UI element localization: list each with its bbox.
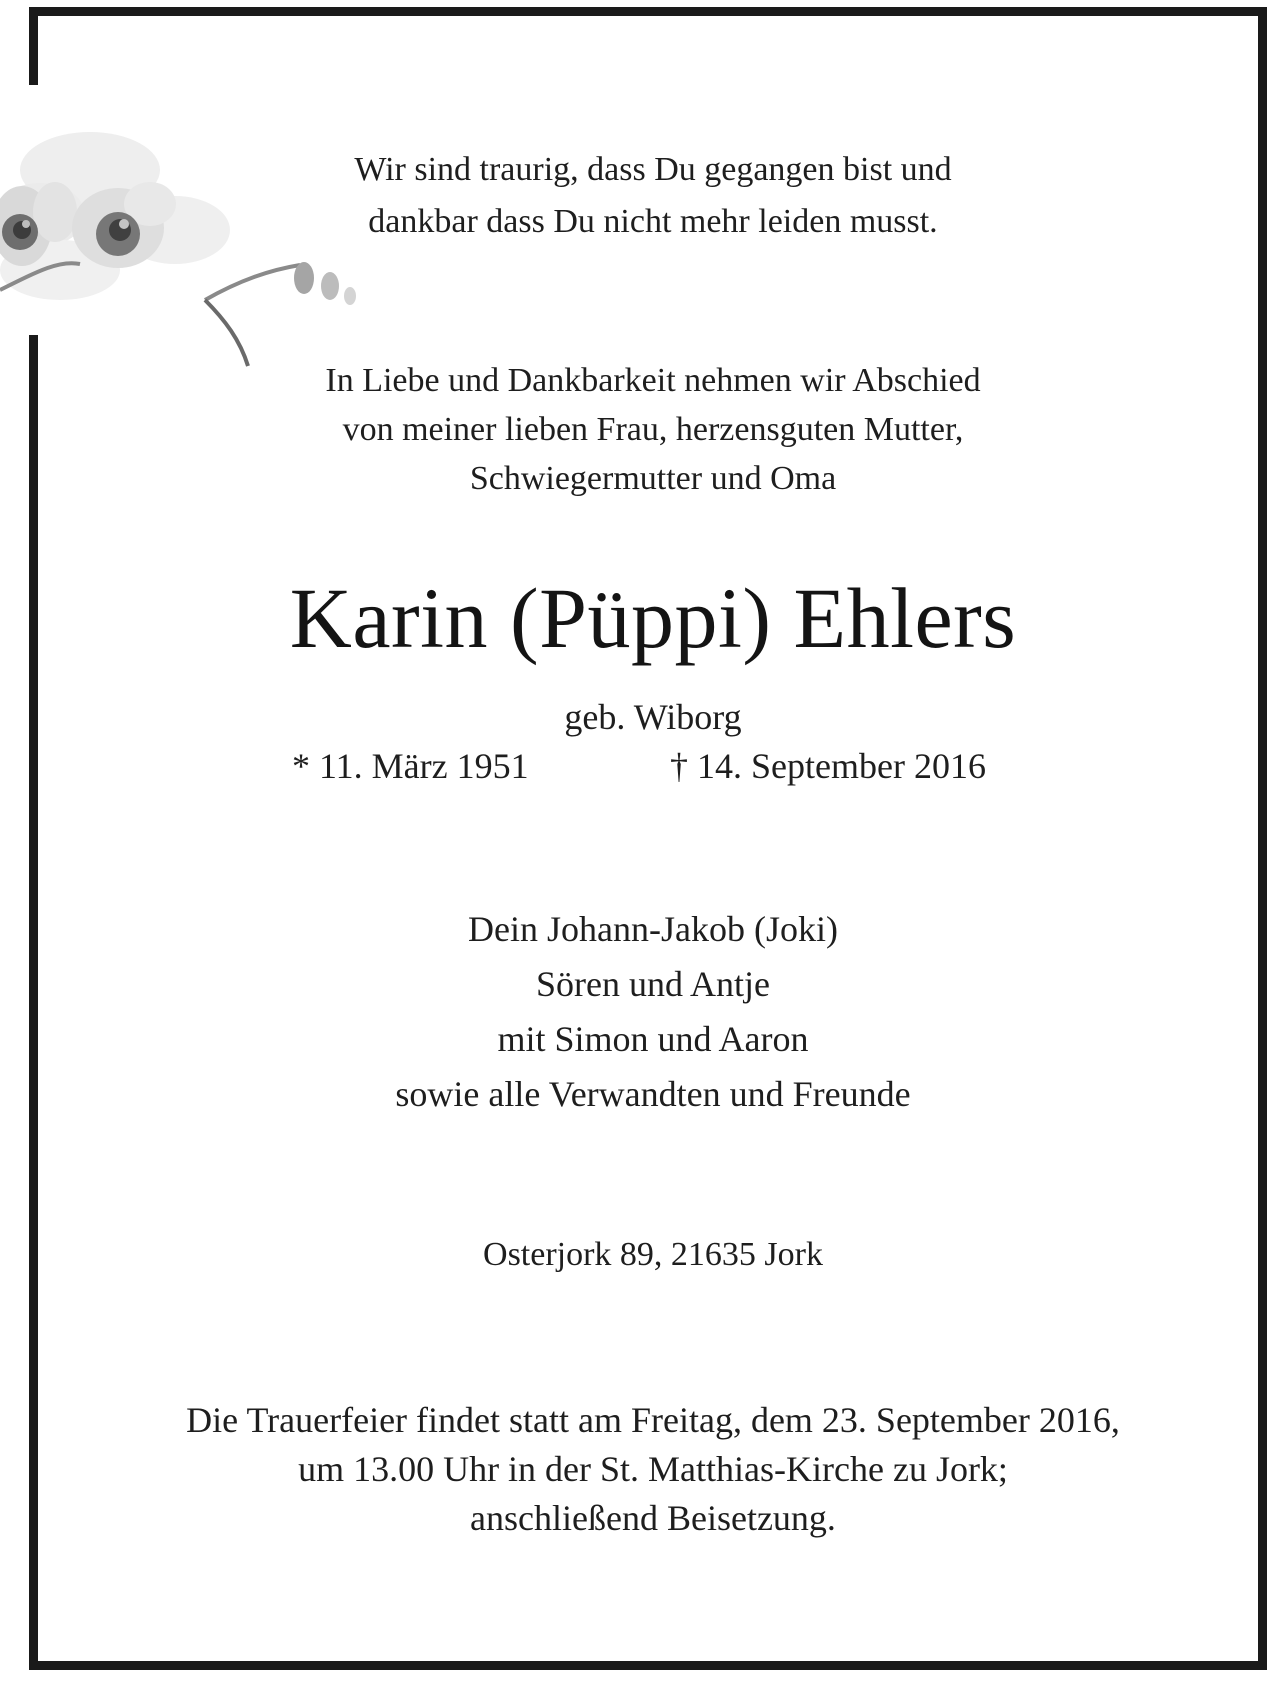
motto-line-1: Wir sind traurig, dass Du gegangen bist und [354, 151, 952, 188]
birth-date: * 11. März 1951 [292, 746, 529, 786]
mourner-line-4: sowie alle Verwandten und Freunde [395, 1074, 911, 1114]
service-line-1: Die Trauerfeier findet statt am Freitag, dem 23. September 2016, [186, 1400, 1120, 1440]
death-date: † 14. September 2016 [670, 746, 986, 786]
service-line-2: um 13.00 Uhr in der St. Matthias-Kirche zu Jork; [298, 1449, 1008, 1489]
mourner-line-3: mit Simon und Aaron [497, 1019, 809, 1059]
maiden-name: geb. Wiborg [564, 697, 742, 737]
deceased-name: Karin (Püppi) Ehlers [289, 570, 1017, 666]
intro-line-1: In Liebe und Dankbarkeit nehmen wir Abschied [325, 362, 981, 399]
mourner-line-2: Sören und Antje [536, 964, 770, 1004]
address: Osterjork 89, 21635 Jork [483, 1236, 823, 1273]
intro-line-2: von meiner lieben Frau, herzensguten Mutter, [342, 411, 964, 448]
mourner-line-1: Dein Johann-Jakob (Joki) [468, 909, 838, 949]
intro-line-3: Schwiegermutter und Oma [469, 460, 837, 497]
motto-line-2: dankbar dass Du nicht mehr leiden musst. [368, 203, 938, 240]
service-line-3: anschließend Beisetzung. [470, 1498, 836, 1538]
